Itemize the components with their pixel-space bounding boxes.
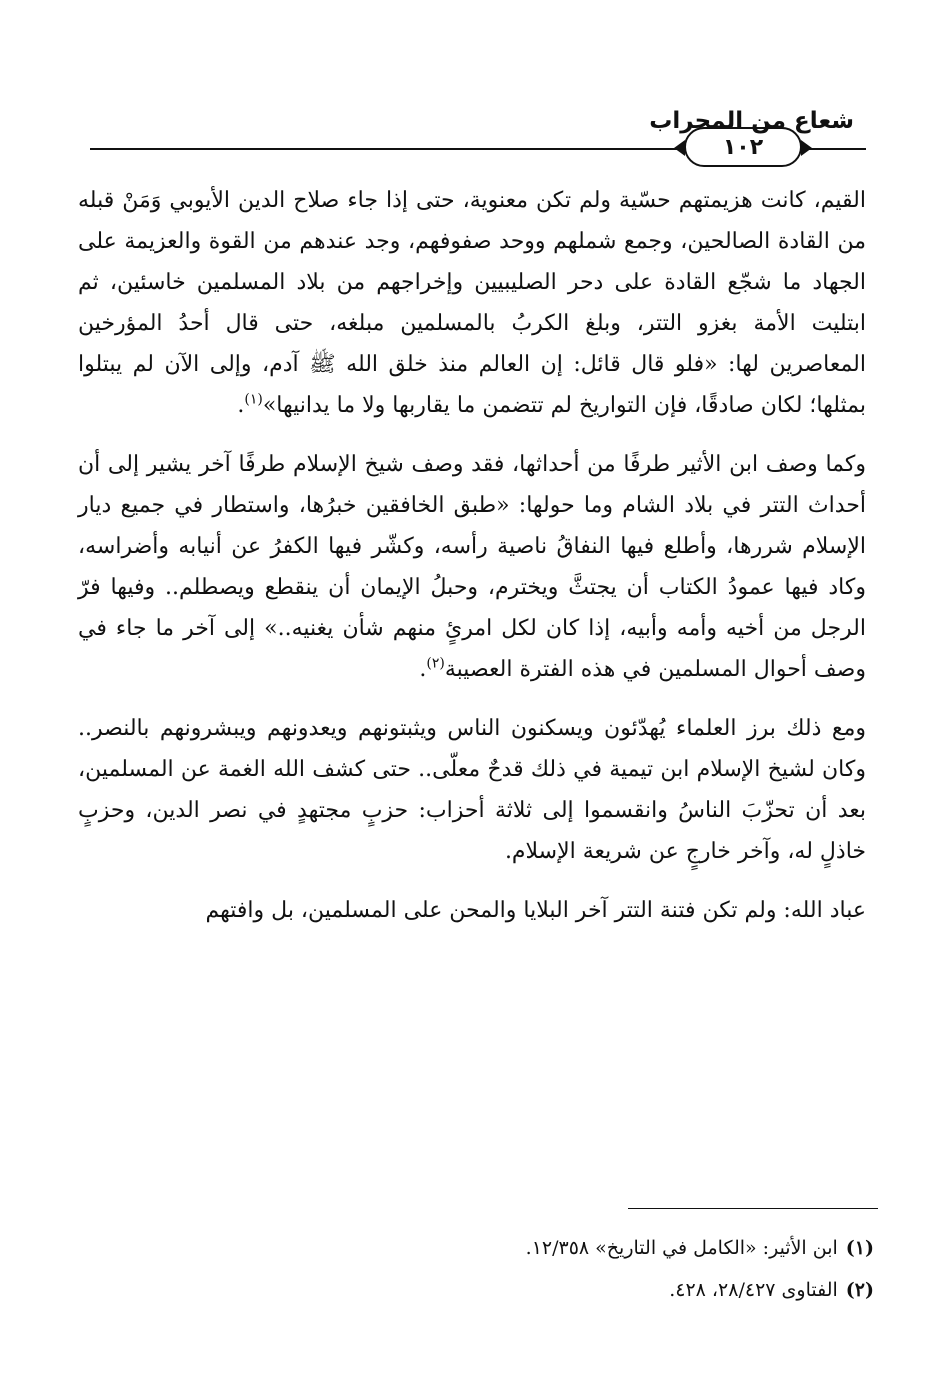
footnote	[74, 1227, 874, 1269]
body-text	[78, 180, 866, 931]
paragraph	[78, 890, 866, 931]
paragraph	[78, 708, 866, 872]
footnote-number: (٢)	[845, 1279, 874, 1301]
footnote	[74, 1269, 874, 1311]
footnote-reference: (١)	[244, 391, 263, 408]
footnote-number: (١)	[845, 1237, 874, 1259]
paragraph-text: القيم، كانت هزيمتهم حسّية ولم تكن معنوية، حتى إذا جاء صلاح الدين الأيوبي وَمَنْ قبله من القادة الصالحين، وجمع شملهم ووحد صفوفهم، وجد عندهم من القوة والعزيمة على الجهاد ما شجّع القادة على دحر الصليبيين وإخراجهم من بلاد المسلمين خاسئين، ثم ابتليت الأمة بغزو التتر، وبلغ الكربُ بالمسلمين مبلغه، حتى قال أحدُ المؤرخين المعاصرين لها: «فلو قال قائل: إن العالم منذ خلق الله ﷺ آدم، وإلى الآن لم يبتلوا بمثلها؛ لكان صادقًا، فإن التواريخ لم تتضمن ما يقاربها ولا ما يدانيها»	[78, 188, 866, 418]
paragraph-text: ومع ذلك برز العلماء يُهدّئون ويسكنون الناس ويثبتونهم ويعدونهم ويبشرونهم بالنصر.. وكان لشيخ الإسلام ابن تيمية في ذلك قدحٌ معلّى.. حتى كشف الله الغمة عن المسلمين، بعد أن تحزّبَ الناسُ وانقسموا إلى ثلاثة أحزاب: حزبٍ مجتهدٍ في نصر الدين، وحزبٍ خاذلٍ له، وآخر خارجٍ عن شريعة الإسلام.	[78, 716, 866, 864]
footnotes	[74, 1227, 874, 1311]
paragraph-end: .	[237, 393, 245, 418]
paragraph-end: .	[419, 657, 427, 682]
header-rule	[90, 148, 682, 150]
paragraph-text: وكما وصف ابن الأثير طرفًا من أحداثها، فقد وصف شيخ الإسلام طرفًا آخر يشير إلى أن أحداث التتر في بلاد الشام وما حولها: «طبق الخافقين خبرُها، واستطار في جميع ديار الإسلام شررها، وأطلع فيها النفاقُ ناصية رأسه، وكشّر فيها الكفرُ عن أنيابه وأضراسه، وكاد فيها عمودُ الكتاب أن يجتثَّ ويخترم، وحبلُ الإيمان أن ينقطع ويصطلم.. وفيها فرّ الرجل من أخيه وأمه وأبيه، إذا كان لكل امرئٍ منهم شأن يغنيه..» إلى آخر ما جاء في وصف أحوال المسلمين في هذه الفترة العصيبة	[78, 452, 866, 682]
footnote-text: الفتاوى ٢٨/٤٢٧، ٤٢٨.	[669, 1279, 838, 1301]
footnote-reference: (٢)	[426, 655, 445, 672]
page-number-badge: ١٠٢	[684, 127, 802, 167]
paragraph	[78, 444, 866, 690]
paragraph-text: عباد الله: ولم تكن فتنة التتر آخر البلايا والمحن على المسلمين، بل وافتهم	[205, 898, 866, 923]
header-rule	[806, 148, 866, 150]
paragraph	[78, 180, 866, 426]
running-title: شعاع من المحراب	[649, 108, 854, 134]
footnote-text: ابن الأثير: «الكامل في التاريخ» ١٢/٣٥٨.	[525, 1237, 838, 1259]
footnote-separator	[628, 1208, 878, 1209]
